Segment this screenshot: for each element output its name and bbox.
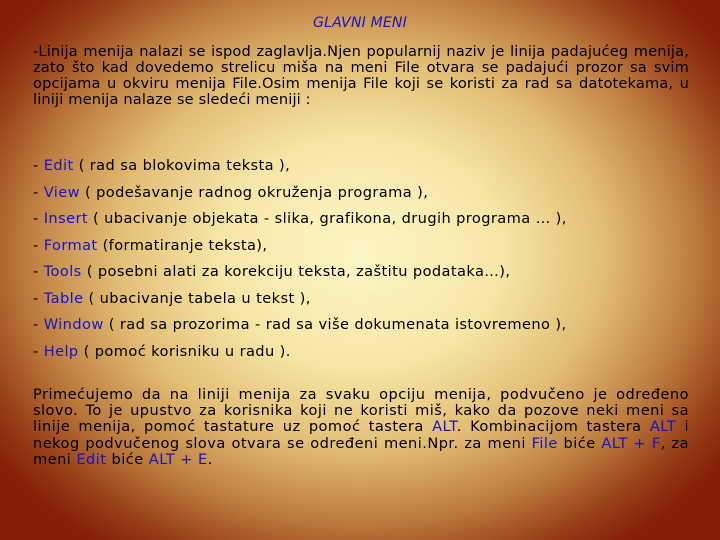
closing-paragraph — [33, 387, 689, 468]
closing-text: biće — [106, 450, 149, 468]
closing-text: Primećujemo da na liniji menija za svaku opciju menija, podvučeno je određeno slovo. To je upustvo za korisnika koji ne koristi miš, kako da pozove neki meni sa linije menija, pomoć tastature uz pomoć tastera — [33, 386, 689, 436]
keyword-alt-e: ALT + E — [148, 450, 208, 468]
closing-text: . — [207, 450, 213, 468]
list-dash: - — [33, 289, 44, 307]
closing-text: i nekog podvučenog slova otvara se određeni meni.Npr. za meni — [33, 418, 690, 452]
menu-name-edit: Edit — [43, 157, 74, 174]
list-item — [33, 262, 703, 289]
list-dash: - — [33, 316, 44, 333]
closing-text: . Kombinacijom tastera — [456, 418, 650, 436]
list-item — [33, 156, 703, 183]
list-dash: - — [33, 183, 44, 201]
keyword-file: File — [531, 434, 558, 452]
list-dash: - — [33, 263, 44, 280]
menu-description: (formatiranje teksta), — [97, 236, 268, 254]
list-item — [33, 342, 703, 369]
menu-name-table: Table — [43, 289, 84, 307]
menu-description: ( podešavanje radnog okruženja programa ), — [79, 183, 429, 201]
menu-name-view: View — [43, 183, 80, 201]
menu-name-tools: Tools — [43, 263, 82, 280]
list-item — [33, 209, 703, 236]
list-item — [33, 315, 703, 342]
closing-text: biće — [557, 434, 602, 452]
menu-description: ( rad sa prozorima - rad sa više dokumenata istovremeno ), — [103, 316, 567, 333]
keyword-alt: ALT — [432, 418, 457, 436]
menu-name-window: Window — [43, 316, 104, 333]
list-dash: - — [33, 236, 44, 254]
list-item — [33, 289, 703, 316]
keyword-edit: Edit — [76, 450, 107, 468]
menu-name-format: Format — [43, 236, 98, 254]
menu-name-insert: Insert — [43, 210, 88, 227]
keyword-alt-f: ALT + F — [601, 434, 661, 452]
list-item — [33, 183, 703, 210]
list-dash: - — [33, 342, 44, 360]
closing-text: , za meni — [33, 434, 689, 468]
list-dash: - — [33, 157, 44, 174]
list-item — [33, 236, 703, 263]
slide-title: GLAVNI MENI — [313, 15, 407, 31]
menu-description: ( ubacivanje objekata - slika, grafikona, drugih programa … ), — [87, 210, 567, 227]
menu-description: ( pomoć korisniku u radu ). — [78, 342, 291, 360]
menu-list — [33, 156, 703, 368]
menu-description: ( rad sa blokovima teksta ), — [73, 157, 291, 174]
list-dash: - — [33, 210, 44, 227]
menu-name-help: Help — [43, 342, 79, 360]
intro-paragraph: -Linija menija nalazi se ispod zaglavlja.Njen popularnij naziv je linija padajućeg menija, zato što kad dovedemo strelicu miša na meni File otvara se padajući prozor sa svim opcijama u okviru menija File.Osim menija File koji se koristi za rad sa datotekama, u liniji menija nalaze se sledeći meniji : — [33, 43, 689, 108]
menu-description: ( posebni alati za korekciju teksta, zaštitu podataka…), — [81, 263, 511, 280]
keyword-alt: ALT — [649, 418, 677, 436]
menu-description: ( ubacivanje tabela u tekst ), — [83, 289, 311, 307]
